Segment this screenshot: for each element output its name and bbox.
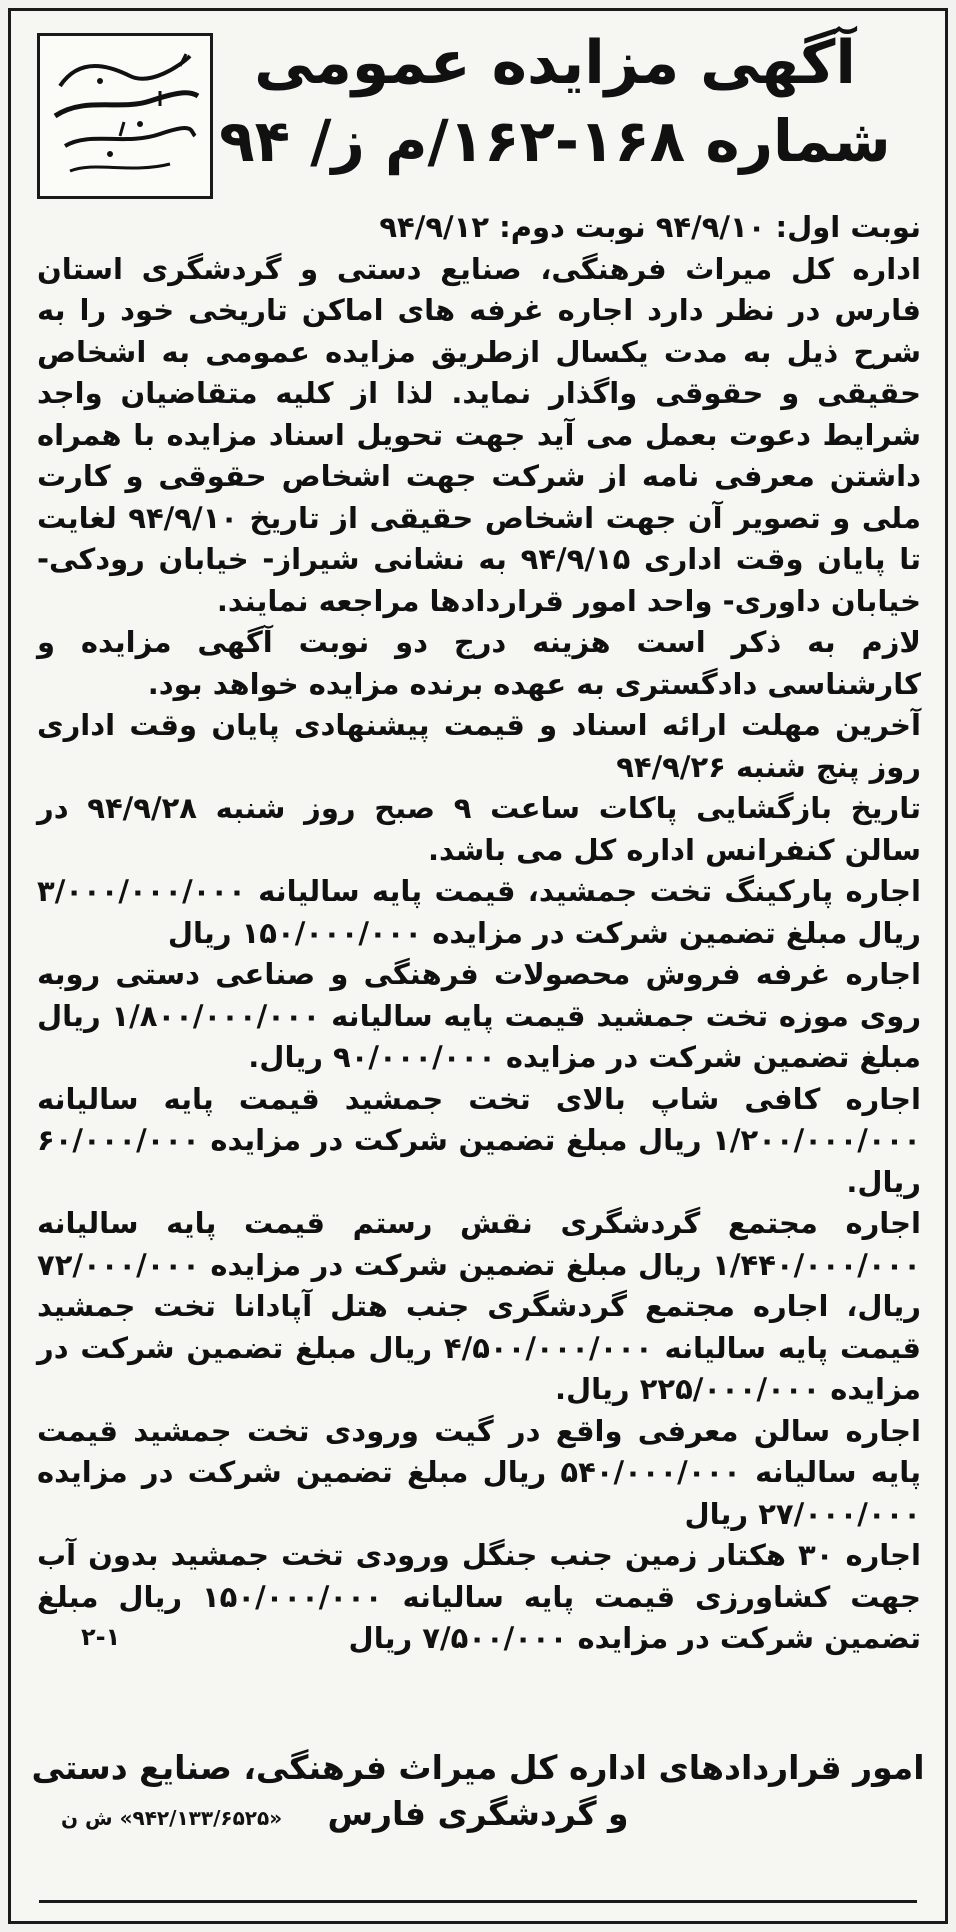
organization-logo xyxy=(37,33,213,199)
deadline-paragraph: آخرین مهلت ارائه اسناد و قیمت پیشنهادی پایان وقت اداری روز پنج شنبه ۹۴/۹/۲۶ xyxy=(37,708,921,784)
notice-content xyxy=(21,21,935,1883)
lease-item-hall: اجاره سالن معرفی واقع در گیت ورودی تخت جمشید قیمت پایه سالیانه ۵۴۰/۰۰۰/۰۰۰ ریال مبلغ تضمین شرکت در مزایده ۲۷/۰۰۰/۰۰۰ ریال xyxy=(37,1413,922,1531)
notice-title: آگهی مزایده عمومی xyxy=(254,28,856,98)
signature-line-2: و گردشگری فارس xyxy=(327,1794,629,1833)
lease-item-coffee-shop: اجاره کافی شاپ بالای تخت جمشید قیمت پایه سالیانه ۱/۲۰۰/۰۰۰/۰۰۰ ریال مبلغ تضمین شرکت در مزایده ۶۰/۰۰۰/۰۰۰ ریال. xyxy=(37,1081,921,1199)
publication-turns: نوبت اول: ۹۴/۹/۱۰ نوبت دوم: ۹۴/۹/۱۲ xyxy=(379,210,921,244)
notice-page xyxy=(8,8,948,1924)
calligraphy-logo-icon xyxy=(40,36,210,196)
signature-line-1: امور قراردادهای اداره کل میراث فرهنگی، صنایع دستی xyxy=(31,1748,925,1787)
publication-code: «۹۴۲/۱۳۳/۶۵۲۵» ش ن xyxy=(61,1806,283,1830)
lease-item-land: اجاره ۳۰ هکتار زمین جنب جنگل ورودی تخت جمشید بدون آب جهت کشاورزی قیمت پایه سالیانه ۱۵۰/۰۰۰/۰۰۰ ریال مبلغ تضمین شرکت در مزایده ۷/۵۰۰/۰۰۰ ریال xyxy=(37,1538,921,1655)
notice-number: شماره ۱۶۸-۱۶۲/م ز/ ۹۴ xyxy=(219,107,891,175)
opening-paragraph: تاریخ بازگشایی پاکات ساعت ۹ صبح روز شنبه ۹۴/۹/۲۸ در سالن کنفرانس اداره کل می باشد. xyxy=(37,791,921,867)
lease-item-parking: اجاره پارکینگ تخت جمشید، قیمت پایه سالیانه ۳/۰۰۰/۰۰۰/۰۰۰ ریال مبلغ تضمین شرکت در مزایده ۱۵۰/۰۰۰/۰۰۰ ریال xyxy=(37,874,921,950)
intro-paragraph: اداره کل میراث فرهنگی، صنایع دستی و گردشگری استان فارس در نظر دارد اجاره غرفه های اماکن تاریخی خود را به شرح ذیل به مدت یکسال ازطریق مزایده عمومی به اشخاص حقیقی و حقوقی واگذار نماید. لذا از کلیه متقاضیان واجد شرایط دعوت بعمل می آید جهت تحویل اسناد مزایده با همراه داشتن معرفی نامه از شرکت جهت اشخاص حقوقی و کارت ملی و تصویر آن جهت اشخاص حقیقی از تاریخ ۹۴/۹/۱۰ لغایت تا پایان وقت اداری ۹۴/۹/۱۵ به نشانی شیراز- خیابان رودکی- خیابان داوری- واحد امور قراردادها مراجعه نمایند. xyxy=(37,251,921,618)
notice-body xyxy=(37,207,921,1660)
bottom-divider xyxy=(39,1900,917,1915)
lease-item-booth: اجاره غرفه فروش محصولات فرهنگی و صناعی دستی روبه روی موزه تخت جمشید قیمت پایه سالیانه ۱/۸۰۰/۰۰۰/۰۰۰ ریال مبلغ تضمین شرکت در مزایده ۹۰/۰۰۰/۰۰۰ ریال. xyxy=(37,957,922,1074)
cost-note: لازم به ذکر است هزینه درج دو نوبت آگهی مزایده و کارشناسی دادگستری به عهده برنده مزایده خواهد بود. xyxy=(37,625,921,701)
lease-item-tourism-complex: اجاره مجتمع گردشگری نقش رستم قیمت پایه سالیانه ۱/۴۴۰/۰۰۰/۰۰۰ ریال مبلغ تضمین شرکت در مزایده ۷۲/۰۰۰/۰۰۰ ریال، اجاره مجتمع گردشگری جنب هتل آپادانا تخت جمشید قیمت پایه سالیانه ۴/۵۰۰/۰۰۰/۰۰۰ ریال مبلغ تضمین شرکت در مزایده ۲۲۵/۰۰۰/۰۰۰ ریال. xyxy=(37,1206,921,1406)
notice-header xyxy=(21,21,935,201)
notice-reference: ۲-۱ xyxy=(81,1623,121,1651)
